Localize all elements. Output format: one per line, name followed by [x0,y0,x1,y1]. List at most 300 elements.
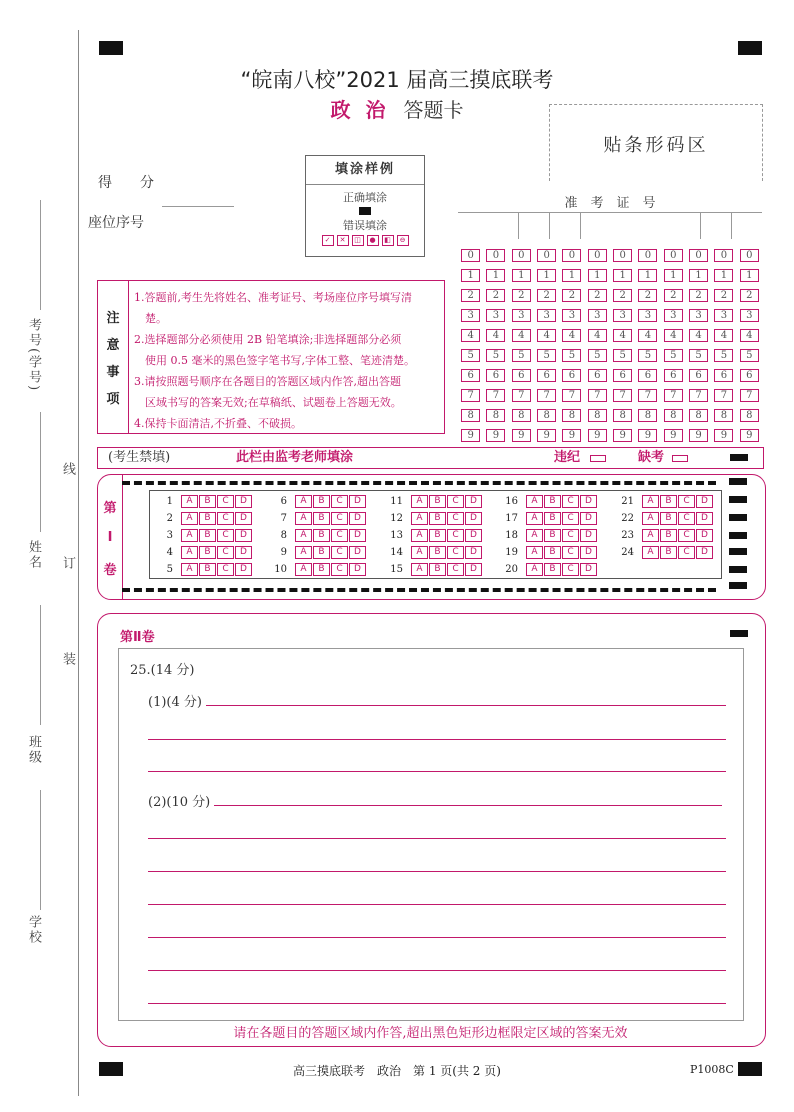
part1-label-char: 第 [103,500,117,516]
binding-exam-no-label: 考号(学号) [26,318,41,393]
admission-digit-row [458,345,762,365]
mcq-option-bubble[interactable]: A [295,495,312,508]
mcq-option-bubble[interactable]: B [199,512,216,525]
wrong-fill-icon: ✕ [337,235,349,246]
admission-digit-bubble[interactable]: 7 [638,389,657,402]
admission-digit-bubble[interactable]: 9 [689,429,708,442]
violation-box[interactable] [590,455,606,462]
admission-digit-bubble[interactable]: 3 [537,309,556,322]
admission-digit-bubble[interactable]: 4 [613,329,632,342]
admission-digit-bubble[interactable]: 4 [638,329,657,342]
admission-digit-bubble[interactable]: 9 [613,429,632,442]
binding-line-char: 线 [60,462,75,477]
mcq-option-bubble[interactable]: D [696,546,713,559]
mcq-option-bubble[interactable]: B [660,512,677,525]
notice-label-char: 事 [106,365,120,380]
timing-mark [729,496,747,503]
mcq-question [272,511,367,525]
mcq-option-bubble[interactable]: D [235,495,252,508]
admission-digit-bubble[interactable]: 2 [461,289,480,302]
admission-digit-bubble[interactable]: 4 [664,329,683,342]
admission-digit-bubble[interactable]: 8 [486,409,505,422]
mcq-option-bubble[interactable]: C [217,495,234,508]
mcq-option-bubble[interactable]: A [642,512,659,525]
notice-box [97,280,445,434]
admission-digit-bubble[interactable]: 0 [689,249,708,262]
school-line [40,790,41,910]
mcq-option-bubble[interactable]: A [181,546,198,559]
admission-digit-bubble[interactable]: 2 [588,289,607,302]
mcq-option-bubble[interactable]: C [447,546,464,559]
mcq-option-bubble[interactable]: D [235,512,252,525]
notice-item: 1.答题前,考生先将姓名、准考证号、考场座位序号填写清 [134,291,412,304]
admission-digit-bubble[interactable]: 4 [461,329,480,342]
mcq-option-bubble[interactable]: C [562,495,579,508]
notice-item: 2.选择题部分必须使用 2B 铅笔填涂;非选择题部分必须 [134,333,402,346]
seat-label: 座位序号 [88,215,144,231]
admission-digit-bubble[interactable]: 6 [689,369,708,382]
admission-digit-bubble[interactable]: 6 [461,369,480,382]
admission-digit-bubble[interactable]: 8 [714,409,733,422]
admission-digit-bubble[interactable]: 6 [638,369,657,382]
binding-ding-char: 订 [60,556,75,571]
admission-digit-bubble[interactable]: 8 [664,409,683,422]
admission-digit-row [458,245,762,265]
admission-digit-bubble[interactable]: 7 [664,389,683,402]
admission-digit-bubble[interactable]: 0 [537,249,556,262]
admission-digit-bubble[interactable]: 9 [486,429,505,442]
wrong-fill-icon: ◧ [382,235,394,246]
mcq-option-bubble[interactable]: C [562,512,579,525]
mcq-option-bubble[interactable]: B [313,495,330,508]
admission-digit-bubble[interactable]: 7 [512,389,531,402]
mcq-option-bubble[interactable]: D [580,512,597,525]
admission-digit-bubble[interactable]: 3 [486,309,505,322]
admission-digit-bubble[interactable]: 6 [537,369,556,382]
mcq-number: 3 [166,529,173,541]
mcq-option-bubble[interactable]: C [447,529,464,542]
notice-label-char: 意 [106,338,120,353]
dash-bar-bottom [122,588,716,592]
admission-digit-bubble[interactable]: 7 [689,389,708,402]
admission-digit-bubble[interactable]: 1 [562,269,581,282]
mcq-option-bubble[interactable]: D [349,563,366,576]
admission-digit-row [458,325,762,345]
admission-digit-row [458,385,762,405]
mcq-option-bubble[interactable]: B [544,546,561,559]
mcq-option-bubble[interactable]: A [411,512,428,525]
admission-write-row [458,212,762,239]
admission-number-grid [458,212,762,445]
mcq-option-bubble[interactable]: A [526,512,543,525]
admission-digit-bubble[interactable]: 1 [689,269,708,282]
mcq-option-bubble[interactable]: C [562,546,579,559]
admission-digit-bubble[interactable]: 6 [512,369,531,382]
mcq-option-bubble[interactable]: C [678,546,695,559]
answer-line[interactable] [148,970,726,971]
binding-class-label: 班级 [26,735,41,765]
mcq-option-bubble[interactable]: D [696,495,713,508]
answer-line[interactable] [148,871,726,872]
mcq-option-bubble[interactable]: D [465,563,482,576]
mcq-question [503,545,598,559]
admission-digit-bubble[interactable]: 4 [689,329,708,342]
admission-digit-bubble[interactable]: 9 [461,429,480,442]
mcq-option-bubble[interactable]: A [642,546,659,559]
admission-digit-bubble[interactable]: 7 [613,389,632,402]
admission-digit-bubble[interactable]: 0 [613,249,632,262]
admission-digit-bubble[interactable]: 2 [664,289,683,302]
admission-digit-bubble[interactable]: 5 [664,349,683,362]
mcq-option-bubble[interactable]: B [429,563,446,576]
mcq-option-bubble[interactable]: D [349,495,366,508]
admission-digit-row [458,265,762,285]
answer-line[interactable] [206,705,726,706]
mcq-option-bubble[interactable]: A [411,563,428,576]
mcq-number: 11 [390,495,403,507]
admission-digit-bubble[interactable]: 8 [537,409,556,422]
admission-digit-bubble[interactable]: 8 [461,409,480,422]
mcq-question [388,511,483,525]
mcq-option-bubble[interactable]: B [199,546,216,559]
sample-wrong-label: 错误填涂 [343,219,387,232]
mcq-question [272,562,367,576]
admission-digit-bubble[interactable]: 0 [461,249,480,262]
wrong-fill-icon: ⊖ [397,235,409,246]
mcq-option-bubble[interactable]: C [331,495,348,508]
mcq-option-bubble[interactable]: C [562,529,579,542]
mcq-option-bubble[interactable]: C [331,529,348,542]
mcq-option-bubble[interactable]: C [217,546,234,559]
answer-line[interactable] [148,838,726,839]
admission-digit-bubble[interactable]: 7 [562,389,581,402]
mcq-option-bubble[interactable]: C [217,512,234,525]
admission-digit-bubble[interactable]: 4 [486,329,505,342]
admission-digit-bubble[interactable]: 4 [740,329,759,342]
admission-digit-bubble[interactable]: 9 [740,429,759,442]
mcq-option-bubble[interactable]: D [465,546,482,559]
admission-digit-bubble[interactable]: 1 [537,269,556,282]
admission-digit-bubble[interactable]: 3 [638,309,657,322]
answer-line[interactable] [148,739,726,740]
mcq-option-bubble[interactable]: D [349,512,366,525]
admission-digit-bubble[interactable]: 0 [740,249,759,262]
mcq-option-bubble[interactable]: A [642,529,659,542]
barcode-label: 贴条形码区 [603,135,709,156]
admission-digit-bubble[interactable]: 2 [512,289,531,302]
admission-digit-bubble[interactable]: 1 [512,269,531,282]
mcq-question [158,545,253,559]
admission-digit-bubble[interactable]: 5 [461,349,480,362]
mcq-option-bubble[interactable]: D [696,512,713,525]
admission-digit-bubble[interactable]: 8 [613,409,632,422]
mcq-question [619,494,714,508]
admission-digit-bubble[interactable]: 9 [512,429,531,442]
mcq-option-bubble[interactable]: B [429,546,446,559]
admission-digit-bubble[interactable]: 2 [714,289,733,302]
mcq-option-bubble[interactable]: B [544,529,561,542]
sub1-label: (1)(4 分) [148,695,202,710]
wrong-fill-icon: ◫ [352,235,364,246]
admission-digit-bubble[interactable]: 4 [714,329,733,342]
admission-digit-bubble[interactable]: 5 [562,349,581,362]
mcq-question [272,545,367,559]
admission-digit-bubble[interactable]: 2 [689,289,708,302]
admission-digit-bubble[interactable]: 1 [638,269,657,282]
mcq-option-bubble[interactable]: C [678,529,695,542]
mcq-option-bubble[interactable]: B [429,495,446,508]
mcq-option-bubble[interactable]: B [544,563,561,576]
mcq-option-bubble[interactable]: C [562,563,579,576]
corner-marker-tr [738,41,762,55]
admission-digit-bubble[interactable]: 3 [740,309,759,322]
admission-digit-bubble[interactable]: 8 [562,409,581,422]
mcq-option-bubble[interactable]: C [331,563,348,576]
admission-digit-bubble[interactable]: 3 [512,309,531,322]
mcq-number: 6 [280,495,287,507]
mcq-question [388,545,483,559]
footer-code: P1008C [690,1063,734,1076]
mcq-option-bubble[interactable]: D [696,529,713,542]
admission-digit-bubble[interactable]: 1 [664,269,683,282]
answer-line[interactable] [148,771,726,772]
absent-box[interactable] [672,455,688,462]
mcq-option-bubble[interactable]: D [465,495,482,508]
mcq-option-bubble[interactable]: A [181,495,198,508]
admission-digit-bubble[interactable]: 8 [689,409,708,422]
admission-digit-bubble[interactable]: 5 [613,349,632,362]
admission-digit-row [458,405,762,425]
admission-digit-bubble[interactable]: 2 [613,289,632,302]
admission-digit-bubble[interactable]: 2 [638,289,657,302]
mcq-option-bubble[interactable]: B [544,512,561,525]
admission-digit-bubble[interactable]: 8 [512,409,531,422]
admission-digit-bubble[interactable]: 1 [714,269,733,282]
mcq-option-bubble[interactable]: B [199,529,216,542]
mcq-option-bubble[interactable]: B [313,512,330,525]
mcq-question [619,545,714,559]
mcq-option-bubble[interactable]: C [331,512,348,525]
mcq-option-bubble[interactable]: A [642,495,659,508]
admission-digit-bubble[interactable]: 2 [486,289,505,302]
banned-left-label: (考生禁填) [108,450,171,465]
mcq-option-bubble[interactable]: A [526,495,543,508]
mcq-question [272,528,367,542]
admission-digit-bubble[interactable]: 0 [638,249,657,262]
admission-digit-bubble[interactable]: 3 [714,309,733,322]
notice-label-char: 项 [106,392,120,407]
admission-digit-bubble[interactable]: 5 [512,349,531,362]
admission-digit-bubble[interactable]: 1 [613,269,632,282]
mcq-option-bubble[interactable]: D [580,546,597,559]
admission-digit-bubble[interactable]: 9 [588,429,607,442]
admission-digit-bubble[interactable]: 6 [562,369,581,382]
mcq-option-bubble[interactable]: D [235,563,252,576]
admission-digit-bubble[interactable]: 6 [588,369,607,382]
mcq-option-bubble[interactable]: C [217,529,234,542]
answer-line[interactable] [148,937,726,938]
admission-digit-bubble[interactable]: 5 [486,349,505,362]
mcq-option-bubble[interactable]: C [447,563,464,576]
notice-item: 使用 0.5 毫米的黑色签字笔书写,字体工整、笔迹清楚。 [134,354,415,367]
mcq-option-bubble[interactable]: D [580,495,597,508]
admission-digit-bubble[interactable]: 3 [588,309,607,322]
admission-digit-bubble[interactable]: 1 [588,269,607,282]
admission-digit-bubble[interactable]: 0 [664,249,683,262]
mcq-question [503,562,598,576]
admission-digit-bubble[interactable]: 6 [664,369,683,382]
admission-digit-bubble[interactable]: 2 [562,289,581,302]
admission-digit-bubble[interactable]: 1 [461,269,480,282]
admission-digit-bubble[interactable]: 5 [714,349,733,362]
mcq-option-bubble[interactable]: A [411,495,428,508]
admission-digit-bubble[interactable]: 6 [613,369,632,382]
mcq-option-bubble[interactable]: C [217,563,234,576]
admission-digit-bubble[interactable]: 7 [486,389,505,402]
admission-digit-bubble[interactable]: 3 [689,309,708,322]
admission-digit-bubble[interactable]: 0 [714,249,733,262]
violation-label: 违纪 [554,450,581,465]
mcq-option-bubble[interactable]: B [313,563,330,576]
admission-digit-bubble[interactable]: 9 [562,429,581,442]
mcq-option-bubble[interactable]: A [181,529,198,542]
admission-digit-bubble[interactable]: 0 [512,249,531,262]
admission-digit-bubble[interactable]: 0 [588,249,607,262]
mcq-option-bubble[interactable]: B [313,529,330,542]
mcq-option-bubble[interactable]: A [295,529,312,542]
notice-items [134,287,440,434]
mcq-option-bubble[interactable]: C [331,546,348,559]
mcq-question [619,528,714,542]
admission-digit-bubble[interactable]: 7 [461,389,480,402]
admission-digit-bubble[interactable]: 7 [740,389,759,402]
admission-digit-bubble[interactable]: 5 [537,349,556,362]
admission-digit-bubble[interactable]: 5 [638,349,657,362]
mcq-option-bubble[interactable]: C [447,512,464,525]
mcq-option-bubble[interactable]: A [181,512,198,525]
mcq-option-bubble[interactable]: C [447,495,464,508]
mcq-option-bubble[interactable]: B [660,495,677,508]
mcq-option-bubble[interactable]: D [349,546,366,559]
mcq-option-bubble[interactable]: D [465,512,482,525]
admission-digit-bubble[interactable]: 3 [562,309,581,322]
mcq-question [388,562,483,576]
mcq-option-bubble[interactable]: B [313,546,330,559]
mcq-number: 14 [390,546,403,558]
binding-name-label: 姓名 [26,540,41,570]
admission-digit-bubble[interactable]: 9 [638,429,657,442]
admission-digit-bubble[interactable]: 8 [638,409,657,422]
admission-digit-bubble[interactable]: 4 [588,329,607,342]
mcq-option-bubble[interactable]: B [660,529,677,542]
notice-item: 4.保持卡面清洁,不折叠、不破损。 [134,417,302,430]
admission-digit-bubble[interactable]: 1 [740,269,759,282]
mcq-option-bubble[interactable]: B [429,529,446,542]
mcq-number: 1 [166,495,173,507]
answer-line[interactable] [148,1003,726,1004]
mcq-option-bubble[interactable]: D [580,563,597,576]
mcq-option-bubble[interactable]: B [429,512,446,525]
mcq-option-bubble[interactable]: B [199,495,216,508]
admission-digit-row [458,285,762,305]
mcq-option-bubble[interactable]: B [199,563,216,576]
admission-digit-bubble[interactable]: 7 [714,389,733,402]
mcq-option-bubble[interactable]: A [181,563,198,576]
admission-digit-bubble[interactable]: 6 [486,369,505,382]
question-answer-box [118,648,744,1021]
notice-item: 区域书写的答案无效;在草稿纸、试题卷上答题无效。 [134,396,402,409]
fill-sample-box [305,155,425,257]
answer-line[interactable] [214,805,722,806]
mcq-question [158,562,253,576]
admission-digit-bubble[interactable]: 3 [664,309,683,322]
admission-digit-bubble[interactable]: 7 [537,389,556,402]
mcq-question [388,494,483,508]
admission-digit-bubble[interactable]: 0 [486,249,505,262]
admission-digit-bubble[interactable]: 2 [740,289,759,302]
mcq-number: 8 [280,529,287,541]
notice-item: 3.请按照题号顺序在各题目的答题区域内作答,超出答题 [134,375,401,388]
admission-digit-bubble[interactable]: 3 [613,309,632,322]
admission-digit-bubble[interactable]: 5 [588,349,607,362]
mcq-option-bubble[interactable]: A [526,563,543,576]
admission-digit-bubble[interactable]: 6 [714,369,733,382]
notice-item: 楚。 [134,312,167,325]
mcq-option-bubble[interactable]: A [526,529,543,542]
card-name: 答题卡 [403,98,464,122]
admission-digit-bubble[interactable]: 6 [740,369,759,382]
mcq-option-bubble[interactable]: D [235,546,252,559]
mcq-option-bubble[interactable]: B [660,546,677,559]
admission-digit-bubble[interactable]: 9 [664,429,683,442]
mcq-option-bubble[interactable]: D [465,529,482,542]
mcq-option-bubble[interactable]: A [295,563,312,576]
admission-digit-bubble[interactable]: 8 [588,409,607,422]
timing-mark [729,582,747,589]
mcq-option-bubble[interactable]: A [411,546,428,559]
mcq-option-bubble[interactable]: D [349,529,366,542]
admission-digit-bubble[interactable]: 4 [512,329,531,342]
admission-digit-bubble[interactable]: 9 [537,429,556,442]
mcq-option-bubble[interactable]: C [678,512,695,525]
admission-digit-row [458,425,762,445]
mcq-option-bubble[interactable]: B [544,495,561,508]
admission-digit-bubble[interactable]: 9 [714,429,733,442]
admission-digit-bubble[interactable]: 8 [740,409,759,422]
mcq-number: 24 [621,546,634,558]
correct-fill-mark [359,207,371,215]
admission-digit-bubble[interactable]: 4 [562,329,581,342]
mcq-option-bubble[interactable]: A [526,546,543,559]
admission-digit-bubble[interactable]: 3 [461,309,480,322]
admission-digit-bubble[interactable]: 7 [588,389,607,402]
mcq-option-bubble[interactable]: D [580,529,597,542]
admission-digit-bubble[interactable]: 1 [486,269,505,282]
admission-digit-bubble[interactable]: 0 [562,249,581,262]
mcq-option-bubble[interactable]: A [295,546,312,559]
mcq-option-bubble[interactable]: D [235,529,252,542]
mcq-option-bubble[interactable]: A [295,512,312,525]
admission-digit-bubble[interactable]: 2 [537,289,556,302]
admission-digit-bubble[interactable]: 4 [537,329,556,342]
mcq-option-bubble[interactable]: A [411,529,428,542]
absent-label: 缺考 [638,450,665,465]
mcq-option-bubble[interactable]: C [678,495,695,508]
admission-digit-bubble[interactable]: 5 [740,349,759,362]
admission-digit-bubble[interactable]: 5 [689,349,708,362]
answer-line[interactable] [148,904,726,905]
seat-line [162,206,234,207]
